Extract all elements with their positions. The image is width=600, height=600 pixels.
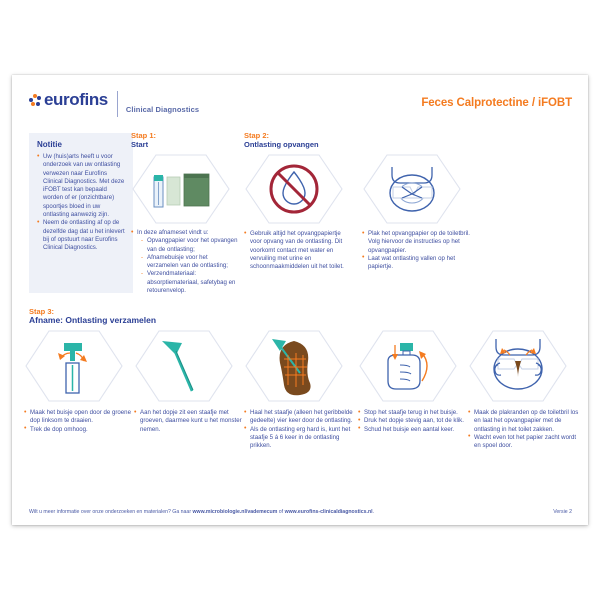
- footer-text-end: .: [372, 509, 375, 515]
- list-item: • Aan het dopje zit een staafje met groeven, daarmee kunt u het monster nemen.: [134, 409, 242, 434]
- afnameset-icon: [131, 153, 231, 225]
- list-item: • Druk het dopje stevig aan, tot de klik.: [358, 417, 466, 425]
- sampling-stick-icon: [134, 329, 234, 403]
- step-1-kicker: Stap 1:: [131, 131, 157, 140]
- list-item: • Haal het staafje (alleen het geribbelde gedeelte) vier keer door de ontlasting.: [244, 409, 356, 426]
- list-item: • Stop het staafje terug in het buisje.: [358, 409, 466, 417]
- list-item: • Trek de dop omhoog.: [24, 426, 132, 434]
- step-3-header: [29, 307, 156, 325]
- logo-wordmark: eurofins: [44, 90, 108, 109]
- logo-subtitle: Clinical Diagnostics: [125, 105, 200, 114]
- step-3-panel-4-bullets: [358, 409, 466, 434]
- list-item: • Maak het buisje open door de groene dop linksom te draaien.: [24, 409, 132, 426]
- step-3-panel-5: [468, 329, 580, 450]
- notitie-title: Notitie: [37, 140, 62, 149]
- eurofins-logo-mark-icon: [29, 94, 42, 107]
- list-item: [131, 229, 239, 295]
- footer-version: Versie 2: [553, 509, 572, 515]
- sheet-footer: [29, 508, 572, 516]
- footer-text-start: Wilt u meer informatie over onze onderzoeken en materialen? Ga naar: [29, 509, 193, 515]
- list-item: • Gebruik altijd het opvangpapiertje voor opvang van de ontlasting. Dit voorkomt contact met water en vervuiling met urine en schoonmaakmiddelen uit het toilet.: [244, 230, 354, 271]
- step-1-lead: In deze afnameset vindt u:: [137, 229, 209, 236]
- step-2-panel-1-bullets: [244, 230, 354, 271]
- release-paper-toilet-icon: [468, 329, 568, 403]
- close-tube-shake-icon: [358, 329, 458, 403]
- instruction-sheet: [12, 75, 588, 525]
- step-3-title: Afname: Ontlasting verzamelen: [29, 315, 157, 325]
- page-title: Feces Calprotectine / iFOBT: [421, 97, 572, 109]
- list-item: • Maak de plakranden op de toiletbril los en laat het opvangpapier met de ontlasting in het toilet zakken.: [468, 409, 580, 434]
- list-item: - Verzendmateriaal: absorptiemateriaal, safetybag en retourenvelop.: [141, 270, 239, 295]
- step-3-panel-3: [244, 329, 356, 450]
- step-3-panel-3-bullets: [244, 409, 356, 450]
- step-2-kicker: Stap 2:: [244, 131, 270, 140]
- step-2-panel-2: [362, 153, 474, 271]
- no-water-drop-icon: [244, 153, 344, 225]
- toilet-paper-placement-icon: [362, 153, 462, 225]
- notitie-bullets: [37, 153, 126, 253]
- step-2-panel-2-bullets: [362, 230, 474, 271]
- list-item: • Uw (huis)arts heeft u voor onderzoek van uw ontlasting verwezen naar Eurofins Clinical Diagnostics. Met deze iFOBT test kan bepaald worden of er (onzichtbare) spoortjes bloed in uw ontlasting aanwezig zijn.: [37, 153, 126, 219]
- footer-text-mid: of: [277, 509, 285, 515]
- step-1-sub-items: [137, 237, 239, 295]
- list-item: • Schud het buisje een aantal keer.: [358, 426, 466, 434]
- list-item: • Als de ontlasting erg hard is, kunt het staafje 5 á 6 keer in de ontlasting prikken.: [244, 426, 356, 451]
- list-item: • Wacht even tot het papier zacht wordt en spoel door.: [468, 434, 580, 451]
- step-3-panel-2: [134, 329, 242, 434]
- step-1-title: Start: [131, 140, 149, 149]
- list-item: - Opvangpapier voor het opvangen van de ontlasting;: [141, 237, 239, 254]
- step-1-illustration: [131, 153, 241, 225]
- list-item: • Plak het opvangpapier op de toiletbril. Volg hiervoor de instructies op het opvangpapier.: [362, 230, 474, 255]
- sheet-header: [12, 75, 588, 121]
- step-2-title: Ontlasting opvangen: [244, 140, 319, 149]
- step-1-bullets: [131, 229, 239, 295]
- step-3-panel-5-bullets: [468, 409, 580, 450]
- eurofins-logo: [29, 91, 199, 117]
- notitie-box: [29, 133, 133, 293]
- footer-text: [29, 508, 374, 516]
- open-tube-twist-icon: [24, 329, 124, 403]
- step-2-panel-1: [244, 153, 354, 271]
- list-item: - Afnamebuisje voor het verzamelen van de ontlasting;: [141, 254, 239, 271]
- footer-link-eurofins[interactable]: www.eurofins-clinicaldiagnostics.nl: [284, 509, 373, 515]
- step-3-panel-1-bullets: [24, 409, 132, 434]
- stool-sampling-icon: [244, 329, 344, 403]
- step-1-column: [131, 131, 241, 295]
- step-3-panel-1: [24, 329, 132, 434]
- list-item: • Laat wat ontlasting vallen op het papiertje.: [362, 255, 474, 272]
- step-3-panel-2-bullets: [134, 409, 242, 434]
- step-2-column: [244, 131, 474, 271]
- step-3-kicker: Stap 3:: [29, 307, 55, 316]
- logo-divider: [117, 91, 118, 117]
- list-item: • Neem de ontlasting af op de dezelfde dag dat u het inlevert bij of opstuurt naar Eurofins Clinical Diagnostics.: [37, 219, 126, 252]
- step-3-panel-4: [358, 329, 466, 434]
- footer-link-microbiologie[interactable]: www.microbiologie.nl/vademecum: [192, 509, 278, 515]
